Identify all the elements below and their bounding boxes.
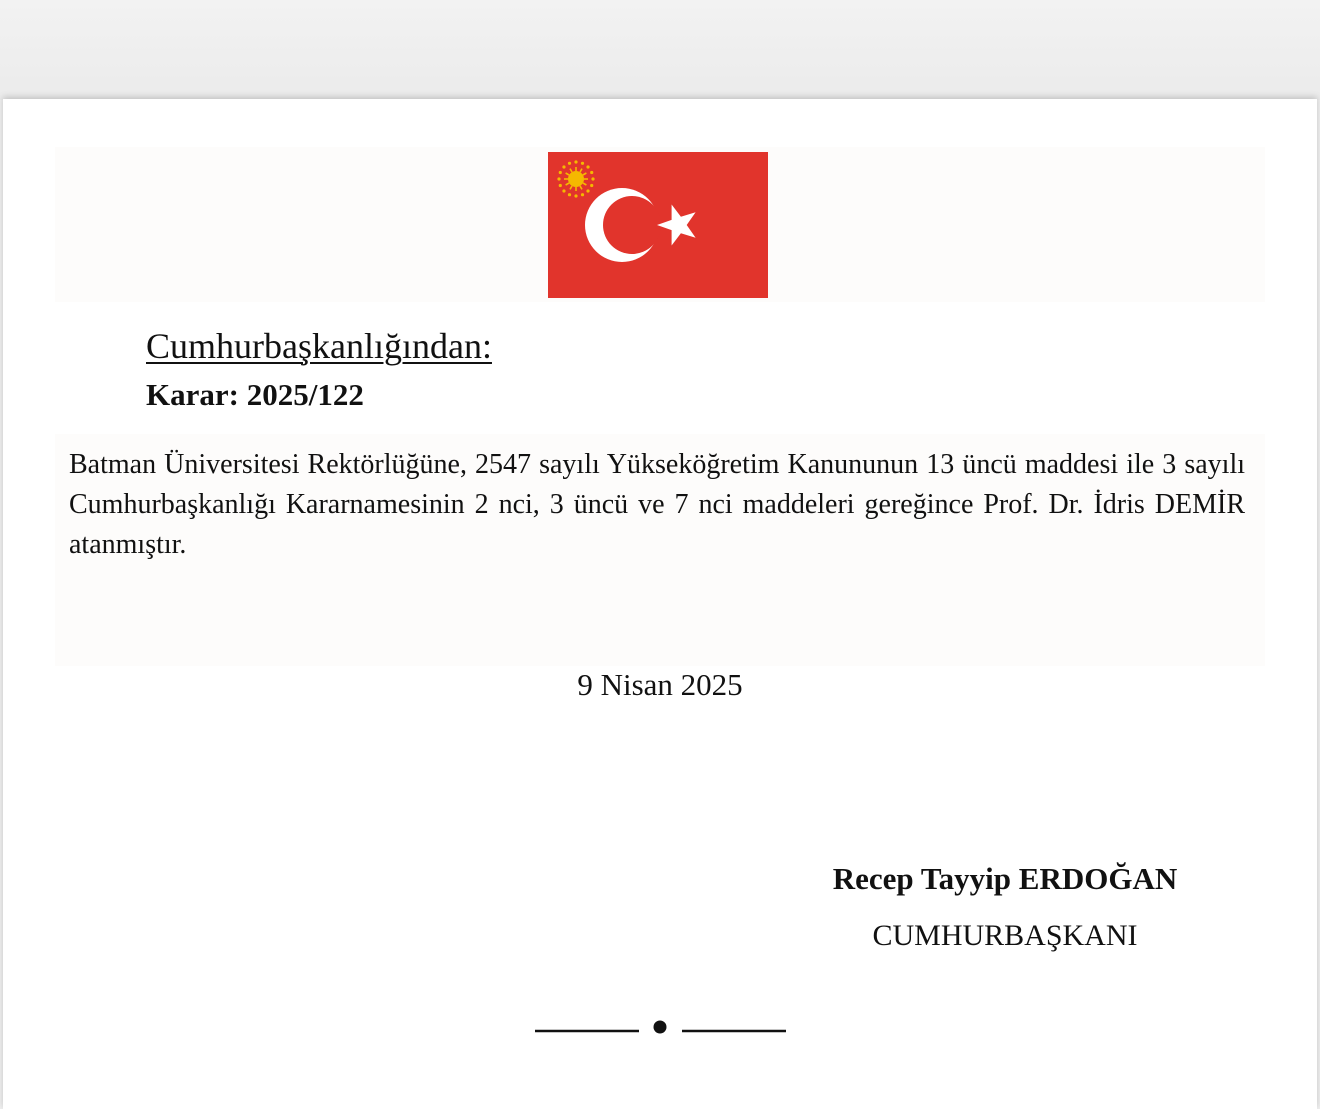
emblem-star (557, 177, 560, 180)
crescent-inner (603, 196, 661, 254)
turkish-flag-icon (548, 152, 768, 298)
top-bar (0, 0, 1320, 100)
signer-name: Recep Tayyip ERDOĞAN (832, 861, 1178, 896)
emblem-star (562, 165, 565, 168)
emblem-star (574, 160, 577, 163)
closing-ornament-icon (533, 1014, 787, 1044)
emblem-star (559, 171, 562, 174)
decision-body-text: Batman Üniversitesi Rektörlüğüne, 2547 sayılı Yükseköğretim Kanununun 13 üncü maddesi ile 3 sayılı Cumhurbaşkanlığı Kararnamesinin 2 nci, 3 üncü ve 7 nci maddeleri gereğince Prof. Dr. İdris DEMİR atanmıştır. (69, 449, 1245, 560)
document-page (3, 99, 1317, 1109)
signer-title: CUMHURBAŞKANI (872, 919, 1138, 952)
emblem-star (581, 162, 584, 165)
emblem-star (568, 193, 571, 196)
emblem-star (568, 162, 571, 165)
emblem-star (586, 165, 589, 168)
emblem-star (574, 194, 577, 197)
decision-date: 9 Nisan 2025 (577, 667, 743, 702)
emblem-star (590, 184, 593, 187)
emblem-star (590, 171, 593, 174)
emblem-star (591, 177, 594, 180)
emblem-star (562, 189, 565, 192)
emblem-star (581, 193, 584, 196)
decision-number: Karar: 2025/122 (146, 377, 364, 412)
emblem-star (559, 184, 562, 187)
emblem-star (586, 189, 589, 192)
issuing-authority-heading: Cumhurbaşkanlığından: (146, 326, 492, 366)
